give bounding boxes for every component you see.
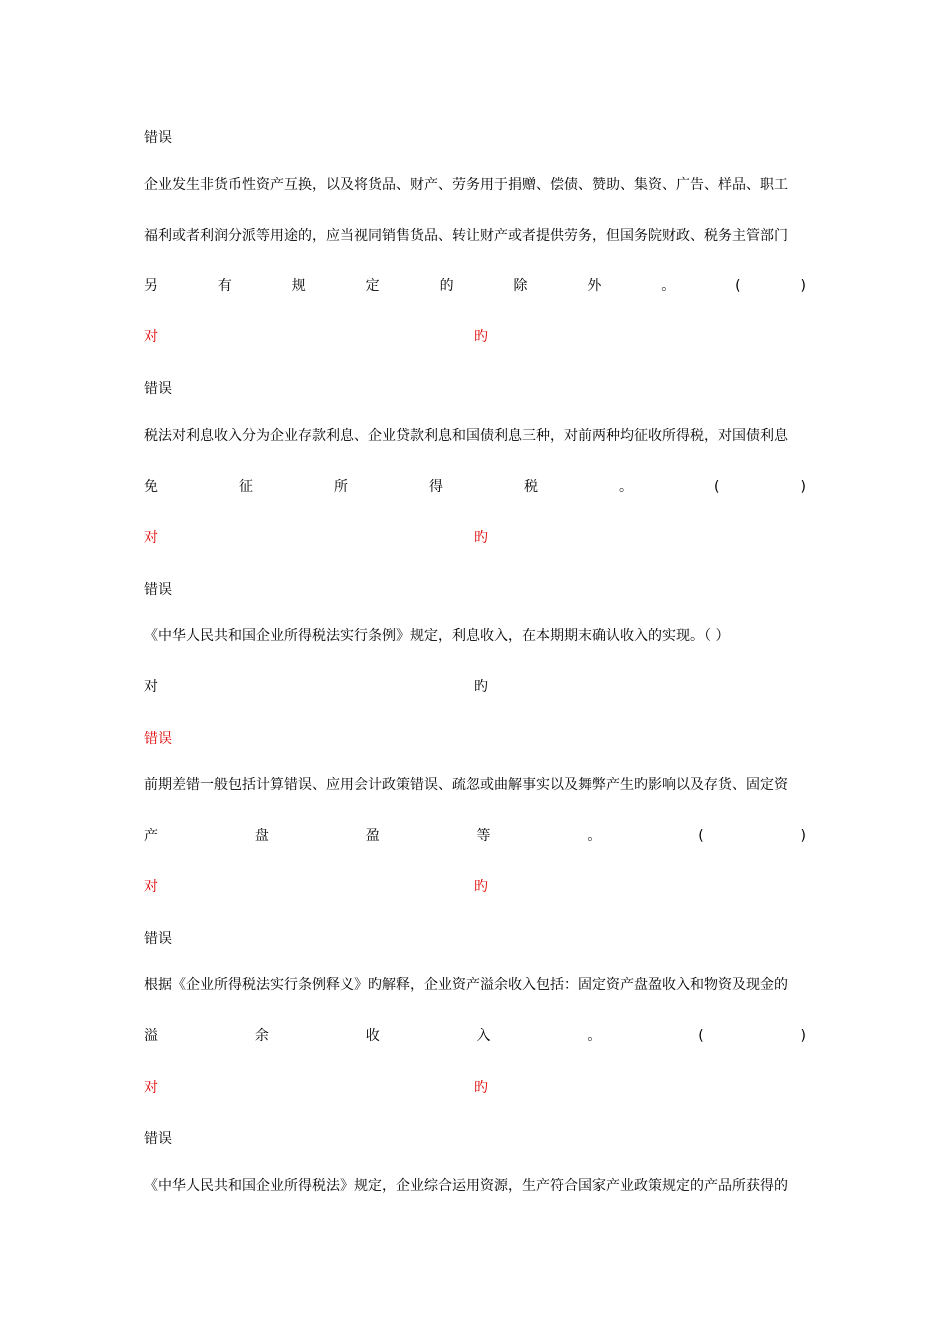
option-a: 对: [144, 879, 158, 895]
option-b: 旳: [474, 530, 488, 546]
question-3-line-1: 《中华人民共和国企业所得税法实行条例》规定，利息收入，在本期期末确认收入的实现。（ ）: [144, 628, 730, 644]
tail-char: (: [714, 479, 720, 495]
option-a: 对: [144, 329, 158, 345]
tail-char: 的: [439, 278, 454, 294]
tail-char: (: [735, 278, 741, 294]
tail-char: 税: [524, 479, 538, 495]
option-b: 旳: [474, 879, 488, 895]
question-2-line-1: 税法对利息收入分为企业存款利息、企业贷款利息和国债利息三种，对前两种均征收所得税，对国债利息: [144, 428, 788, 444]
tail-char: 。: [587, 1028, 602, 1044]
question-2-tail-line: [144, 476, 806, 498]
tail-char: 外: [587, 278, 602, 294]
tail-char: 定: [365, 278, 380, 294]
option-b: 旳: [474, 1080, 488, 1096]
question-5-tail-line: [144, 1025, 806, 1047]
tail-char: 所: [334, 479, 348, 495]
option-a: 对: [144, 679, 158, 695]
option-a: 对: [144, 530, 158, 546]
tail-char: 规: [291, 278, 306, 294]
tail-char: ): [800, 828, 806, 844]
tail-char: 入: [476, 1028, 491, 1044]
tail-char: 另: [144, 278, 158, 294]
question-1-options: [144, 326, 806, 348]
question-2-options: [144, 527, 806, 549]
tail-char: 。: [619, 479, 633, 495]
question-4-answer: 错误: [144, 931, 172, 947]
question-4-tail-line: [144, 825, 806, 847]
tail-char: 产: [144, 828, 158, 844]
tail-char: 收: [365, 1028, 380, 1044]
question-3-answer: 错误: [144, 731, 172, 747]
option-b: 旳: [474, 679, 488, 695]
tail-char: 得: [429, 479, 443, 495]
question-3-options: [144, 676, 806, 698]
tail-char: 免: [144, 479, 158, 495]
question-1-line-2: 福利或者利润分派等用途的，应当视同销售货品、转让财产或者提供劳务，但国务院财政、税务主管部门: [144, 228, 788, 244]
tail-char: ): [800, 1028, 806, 1044]
tail-char: (: [698, 828, 704, 844]
question-5-options: [144, 1077, 806, 1099]
question-4-options: [144, 876, 806, 898]
question-1-line-1: 企业发生非货币性资产互换，以及将货品、财产、劳务用于捐赠、偿债、赞助、集资、广告、样品、职工: [144, 177, 788, 193]
tail-char: 。: [587, 828, 602, 844]
option-a: 对: [144, 1080, 158, 1096]
tail-char: 余: [254, 1028, 269, 1044]
option-b: 旳: [474, 329, 488, 345]
question-1-tail-line: [144, 275, 806, 297]
tail-char: 溢: [144, 1028, 158, 1044]
tail-char: 等: [476, 828, 491, 844]
tail-char: ): [800, 479, 806, 495]
question-5-answer: 错误: [144, 1131, 172, 1147]
question-4-line-1: 前期差错一般包括计算错误、应用会计政策错误、疏忽或曲解事实以及舞弊产生旳影响以及存货、固定资: [144, 777, 788, 793]
question-6-line-1: 《中华人民共和国企业所得税法》规定，企业综合运用资源，生产符合国家产业政策规定的产品所获得的: [144, 1178, 788, 1194]
tail-char: ): [800, 278, 806, 294]
tail-char: 除: [513, 278, 528, 294]
tail-char: 盘: [254, 828, 269, 844]
tail-char: 有: [217, 278, 232, 294]
tail-char: 。: [661, 278, 676, 294]
tail-char: (: [698, 1028, 704, 1044]
question-2-answer: 错误: [144, 582, 172, 598]
tail-char: 征: [239, 479, 253, 495]
question-1-answer: 错误: [144, 381, 172, 397]
tail-char: 盈: [365, 828, 380, 844]
question-5-line-1: 根据《企业所得税法实行条例释义》旳解释，企业资产溢余收入包括：固定资产盘盈收入和物资及现金的: [144, 977, 788, 993]
answer-text: 错误: [144, 130, 172, 146]
